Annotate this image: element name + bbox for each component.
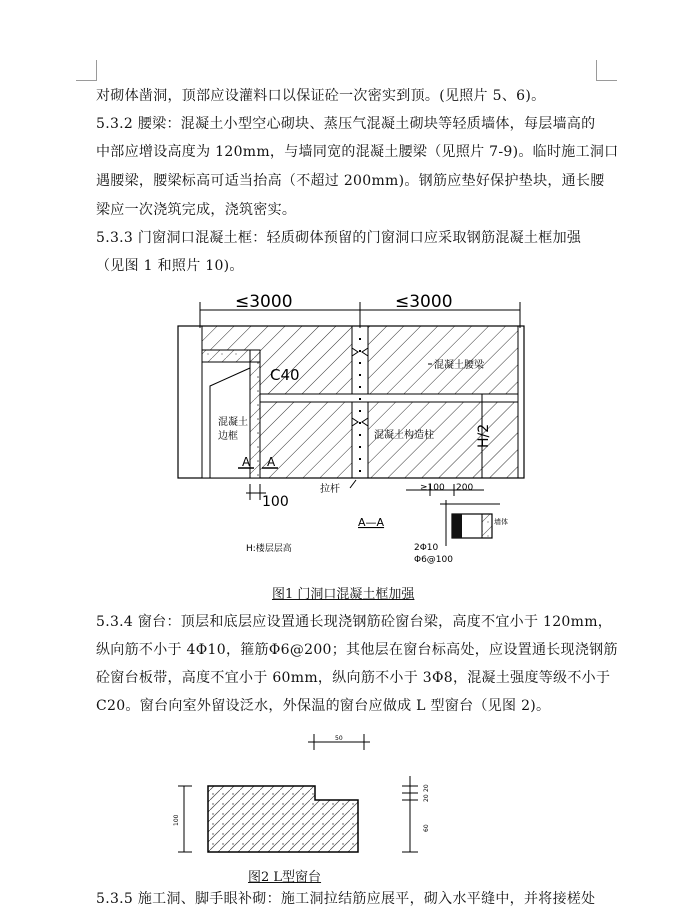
stirrup-label: Φ6@100 bbox=[414, 555, 453, 565]
paragraph-line: 5.3.5 施工洞、脚手眼补砌：施工洞拉结筋应展平，砌入水平缝中，并将接槎处 bbox=[96, 891, 596, 907]
floor-height-note: H:楼层层高 bbox=[246, 544, 292, 554]
dim-right-label: ≤3000 bbox=[395, 292, 453, 312]
section-detail bbox=[440, 500, 500, 546]
dim-left-label: 100 bbox=[173, 814, 180, 826]
edge-frame-label: 混凝土 bbox=[218, 417, 248, 428]
paragraph-line: （见图 1 和照片 10)。 bbox=[96, 258, 244, 274]
section-mark-left: A bbox=[242, 455, 251, 469]
edge-frame bbox=[250, 350, 260, 478]
paragraph-line: 遇腰梁，腰梁标高可适当抬高（不超过 200mm)。钢筋应垫好保护垫块，通长腰 bbox=[96, 173, 605, 189]
waist-beam-label: 混凝土腰梁 bbox=[434, 360, 484, 371]
dim-r3-label: 60 bbox=[423, 824, 430, 832]
c40-label: C40 bbox=[270, 366, 300, 384]
paragraph-line: C20。窗台向室外留设泛水，外保温的窗台应做成 L 型窗台（见图 2)。 bbox=[96, 698, 551, 714]
dim-r2-label: 20 bbox=[423, 794, 430, 802]
crop-mark-top-left bbox=[76, 60, 97, 81]
figure-1-drawing bbox=[170, 288, 540, 578]
wall-label: 墙体 bbox=[494, 518, 508, 526]
dimension-top bbox=[200, 292, 520, 328]
paragraph-line: 梁应一次浇筑完成，浇筑密实。 bbox=[96, 202, 297, 218]
dim-min100-label: ≥100 bbox=[420, 483, 445, 493]
dim-r1-label: 20 bbox=[423, 784, 430, 792]
paragraph-line: 砼窗台板带，高度不宜小于 60mm，纵向筋不小于 3Φ8，混凝土强度等级不小于 bbox=[96, 670, 611, 686]
crop-mark-top-right bbox=[596, 60, 617, 81]
h2-label: H/2 bbox=[476, 423, 492, 448]
section-title: A—A bbox=[358, 516, 385, 529]
column-label: 混凝土构造柱 bbox=[374, 430, 434, 441]
figure-2-drawing bbox=[170, 730, 450, 870]
section-mark-right: A bbox=[267, 455, 276, 469]
paragraph-line: 5.3.2 腰梁：混凝土小型空心砌块、蒸压气混凝土砌块等轻质墙体，每层墙高的 bbox=[96, 116, 596, 132]
dim-200-label: 200 bbox=[456, 483, 474, 493]
figure-1-caption: 图1 门洞口混凝土框加强 bbox=[272, 587, 415, 602]
paragraph-line: 中部应增设高度为 120mm，与墙同宽的混凝土腰梁（见照片 7-9)。临时施工洞口 bbox=[96, 144, 619, 160]
paragraph-line: 对砌体凿洞，顶部应设灌料口以保证砼一次密实到顶。(见照片 5、6)。 bbox=[96, 88, 546, 104]
edge-frame-label: 边框 bbox=[218, 431, 238, 442]
dim-left-label: ≤3000 bbox=[235, 292, 293, 312]
l-shaped-sill bbox=[208, 786, 358, 852]
dim-top-label: 50 bbox=[335, 735, 343, 742]
paragraph-line: 纵向筋不小于 4Φ10，箍筋Φ6@200；其他层在窗台标高处，应设置通长现浇钢筋 bbox=[96, 642, 618, 658]
structural-column bbox=[352, 338, 368, 478]
dim-100-label: 100 bbox=[262, 494, 289, 510]
paragraph-line: 5.3.4 窗台：顶层和底层应设置通长现浇钢筋砼窗台梁，高度不宜小于 120mm， bbox=[96, 614, 613, 630]
tie-bar-label: 拉杆 bbox=[320, 484, 340, 495]
rebar-label: 2Φ10 bbox=[414, 543, 439, 553]
paragraph-line: 5.3.3 门窗洞口混凝土框：轻质砌体预留的门窗洞口应采取钢筋混凝土框加强 bbox=[96, 230, 582, 246]
figure-2-caption: 图2 L型窗台 bbox=[248, 870, 322, 885]
